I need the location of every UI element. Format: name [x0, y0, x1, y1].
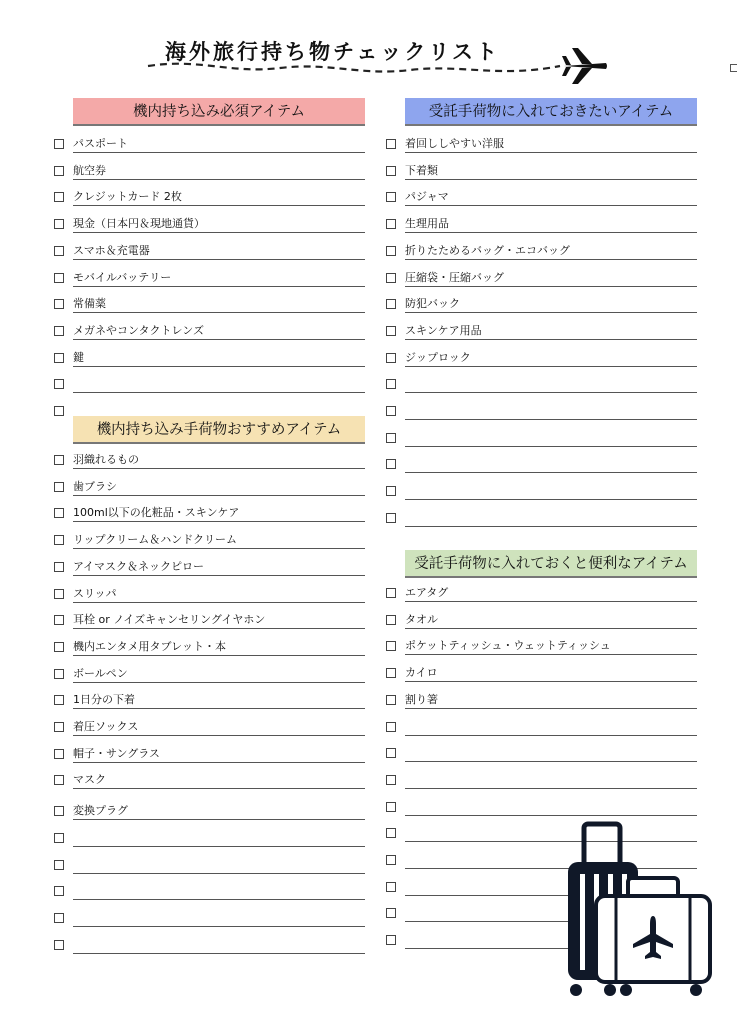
write-line	[73, 762, 365, 763]
checklist-row	[384, 480, 697, 507]
checkbox[interactable]	[54, 273, 64, 283]
checkbox[interactable]	[54, 562, 64, 572]
item-label: 帽子・サングラス	[73, 746, 160, 760]
checkbox[interactable]	[54, 669, 64, 679]
checkbox[interactable]	[54, 482, 64, 492]
checkbox[interactable]	[54, 886, 64, 896]
checkbox[interactable]	[54, 353, 64, 363]
write-line	[405, 312, 697, 313]
item-label: ポケットティッシュ・ウェットティッシュ	[405, 639, 611, 653]
write-line	[73, 602, 365, 603]
checklist-row	[384, 373, 697, 400]
write-line	[73, 392, 365, 393]
write-line	[73, 312, 365, 313]
checkbox[interactable]	[54, 326, 64, 336]
write-line	[73, 953, 365, 954]
item-label: 羽織れるもの	[73, 453, 139, 466]
checkbox[interactable]	[386, 668, 396, 678]
checklist-row	[384, 635, 697, 662]
checkbox[interactable]	[386, 459, 396, 469]
checkbox[interactable]	[386, 166, 396, 176]
item-label: 現金（日本円＆現地通貨）	[73, 217, 205, 231]
write-line	[73, 819, 365, 820]
write-line	[73, 259, 365, 260]
checkbox[interactable]	[54, 615, 64, 625]
checkbox[interactable]	[54, 695, 64, 705]
checklist-row	[52, 213, 365, 240]
checklist-row	[52, 240, 365, 267]
write-line	[73, 846, 365, 847]
write-line	[405, 419, 697, 420]
header-underline	[73, 442, 365, 444]
item-label: マスク	[73, 773, 106, 787]
item-label: ジップロック	[405, 350, 471, 364]
checkbox[interactable]	[386, 802, 396, 812]
write-line	[405, 446, 697, 447]
write-line	[405, 392, 697, 393]
write-line	[73, 575, 365, 576]
item-label: 歯ブラシ	[73, 479, 117, 493]
checklist-row	[384, 320, 697, 347]
item-label: カイロ	[405, 666, 438, 680]
write-line	[73, 708, 365, 709]
section-header-checked-baggage	[405, 98, 697, 126]
write-line	[405, 472, 697, 473]
write-line	[405, 286, 697, 287]
checklist-row	[52, 934, 365, 961]
write-line	[73, 548, 365, 549]
checkbox[interactable]	[54, 749, 64, 759]
item-label: メガネやコンタクトレンズ	[73, 323, 204, 337]
checkbox[interactable]	[54, 406, 64, 416]
write-line	[73, 286, 365, 287]
checklist-row	[384, 662, 697, 689]
write-line	[405, 601, 697, 602]
checklist-row	[384, 347, 697, 374]
checkbox[interactable]	[386, 615, 396, 625]
write-line	[73, 873, 365, 874]
item-label: 機内エンタメ用タブレット・本	[73, 639, 227, 653]
checklist-row	[52, 529, 365, 556]
item-label: スリッパ	[73, 586, 117, 600]
write-line	[73, 495, 365, 496]
checkbox[interactable]	[54, 642, 64, 652]
checklist-row	[52, 449, 365, 476]
checkbox[interactable]	[54, 455, 64, 465]
item-label: 耳栓 or ノイズキャンセリングイヤホン	[73, 613, 266, 627]
section-header-carry-on-essential	[73, 98, 365, 126]
item-label: 常備薬	[73, 297, 106, 311]
item-label: 着圧ソックス	[73, 720, 139, 733]
item-label: パジャマ	[405, 190, 449, 204]
checklist-row	[52, 293, 365, 320]
header-underline	[73, 124, 365, 126]
checklist-row	[52, 160, 365, 187]
checklist-row	[52, 556, 365, 583]
write-line	[405, 339, 697, 340]
item-label: 圧縮袋・圧縮バッグ	[405, 270, 504, 284]
checkbox[interactable]	[54, 139, 64, 149]
write-line	[405, 815, 697, 816]
write-line	[73, 735, 365, 736]
section-header-carry-on-recommended	[73, 416, 365, 444]
write-line	[73, 179, 365, 180]
checklist-row	[52, 663, 365, 690]
checkbox[interactable]	[54, 775, 64, 785]
section-header-checked-convenient	[405, 550, 697, 578]
write-line	[73, 682, 365, 683]
checklist-row	[52, 186, 365, 213]
checklist-row	[52, 133, 365, 160]
checkbox[interactable]	[386, 273, 396, 283]
checklist-row	[384, 453, 697, 480]
checklist-row	[52, 320, 365, 347]
checkbox[interactable]	[386, 299, 396, 309]
write-line	[73, 655, 365, 656]
write-line	[73, 521, 365, 522]
write-line	[73, 628, 365, 629]
write-line	[73, 788, 365, 789]
checklist-row	[52, 583, 365, 610]
item-label: タオル	[405, 612, 438, 626]
checklist-row	[52, 854, 365, 881]
section-header-text: 機内持ち込み必須アイテム	[133, 104, 305, 120]
checkbox[interactable]	[386, 246, 396, 256]
checklist-row	[384, 213, 697, 240]
checklist-row	[52, 827, 365, 854]
write-line	[405, 681, 697, 682]
checkbox[interactable]	[386, 935, 396, 945]
write-line	[73, 152, 365, 153]
checkbox[interactable]	[386, 695, 396, 705]
checkbox[interactable]	[386, 219, 396, 229]
checkbox[interactable]	[54, 940, 64, 950]
corner-checkbox	[730, 64, 737, 72]
item-label: 着回ししやすい洋服	[405, 137, 504, 150]
checkbox[interactable]	[386, 406, 396, 416]
checkbox[interactable]	[386, 486, 396, 496]
checklist-row	[384, 186, 697, 213]
item-label: 防犯バック	[405, 297, 460, 311]
checkbox[interactable]	[54, 722, 64, 732]
write-line	[405, 761, 697, 762]
item-label: 変換プラグ	[73, 804, 128, 818]
checklist-row	[384, 582, 697, 609]
checklist-row	[384, 427, 697, 454]
checkbox[interactable]	[386, 855, 396, 865]
checkbox[interactable]	[386, 513, 396, 523]
checkbox[interactable]	[54, 246, 64, 256]
item-label: スキンケア用品	[405, 323, 482, 337]
page-title: 海外旅行持ち物チェックリスト	[165, 40, 500, 64]
checkbox[interactable]	[386, 192, 396, 202]
write-line	[405, 628, 697, 629]
checklist-row	[384, 609, 697, 636]
checkbox[interactable]	[386, 379, 396, 389]
checkbox[interactable]	[386, 882, 396, 892]
write-line	[405, 526, 697, 527]
checkbox[interactable]	[54, 833, 64, 843]
checklist-row	[384, 716, 697, 743]
checkbox[interactable]	[386, 748, 396, 758]
checklist-row	[384, 240, 697, 267]
item-label: パスポート	[73, 137, 128, 150]
checkbox[interactable]	[386, 433, 396, 443]
write-line	[73, 205, 365, 206]
checkbox[interactable]	[54, 166, 64, 176]
checklist-row	[384, 689, 697, 716]
item-label: アイマスク＆ネックピロー	[73, 559, 205, 573]
write-line	[73, 232, 365, 233]
luggage-icon	[560, 820, 720, 1000]
write-line	[405, 179, 697, 180]
checklist-row	[52, 502, 365, 529]
item-label: 折りたためるバッグ・エコバッグ	[405, 243, 570, 257]
checkbox[interactable]	[386, 722, 396, 732]
write-line	[405, 708, 697, 709]
checkbox[interactable]	[54, 219, 64, 229]
checklist-row	[52, 476, 365, 503]
checklist-row	[384, 267, 697, 294]
write-line	[73, 926, 365, 927]
header-underline	[405, 576, 697, 578]
checkbox[interactable]	[54, 535, 64, 545]
checklist-row	[52, 800, 365, 827]
item-label: クレジットカード 2枚	[73, 190, 182, 204]
checklist-row	[52, 880, 365, 907]
checklist-row	[52, 743, 365, 770]
checklist-row	[384, 769, 697, 796]
checkbox[interactable]	[54, 379, 64, 389]
checklist-row	[52, 907, 365, 934]
checkbox[interactable]	[54, 913, 64, 923]
write-line	[405, 499, 697, 500]
write-line	[405, 259, 697, 260]
item-label: リップクリーム＆ハンドクリーム	[73, 533, 238, 547]
checklist-row	[384, 133, 697, 160]
checkbox[interactable]	[54, 860, 64, 870]
checkbox[interactable]	[54, 806, 64, 816]
write-line	[73, 468, 365, 469]
item-label: 航空券	[73, 163, 106, 177]
item-label: 割り箸	[405, 692, 438, 706]
checkbox[interactable]	[386, 641, 396, 651]
checkbox[interactable]	[386, 828, 396, 838]
item-label: 100ml以下の化粧品・スキンケア	[73, 506, 240, 520]
checkbox[interactable]	[386, 139, 396, 149]
write-line	[405, 735, 697, 736]
title-area	[140, 28, 620, 88]
checkbox[interactable]	[386, 353, 396, 363]
checkbox[interactable]	[386, 775, 396, 785]
write-line	[405, 152, 697, 153]
header-underline	[405, 124, 697, 126]
write-line	[405, 654, 697, 655]
checklist-row	[384, 742, 697, 769]
checklist-row	[384, 400, 697, 427]
section-header-text: 受託手荷物に入れておくと便利なアイテム	[414, 556, 688, 572]
write-line	[73, 899, 365, 900]
write-line	[405, 788, 697, 789]
item-label: 生理用品	[405, 217, 449, 231]
write-line	[73, 339, 365, 340]
airplane-icon	[562, 46, 608, 86]
checklist-row	[52, 716, 365, 743]
item-label: ボールペン	[73, 666, 128, 680]
checklist-row	[52, 636, 365, 663]
checklist-row	[384, 293, 697, 320]
write-line	[405, 366, 697, 367]
checkbox[interactable]	[386, 588, 396, 598]
checklist-row	[52, 609, 365, 636]
checklist-row	[52, 347, 365, 374]
checkbox[interactable]	[54, 192, 64, 202]
item-label: 1日分の下着	[73, 693, 135, 707]
item-label: 下着類	[405, 163, 438, 177]
section-header-text: 受託手荷物に入れておきたいアイテム	[428, 104, 674, 120]
item-label: スマホ＆充電器	[73, 243, 150, 257]
checkbox[interactable]	[386, 326, 396, 336]
write-line	[405, 232, 697, 233]
checklist-row	[384, 796, 697, 823]
checklist-row	[52, 769, 365, 796]
checkbox[interactable]	[54, 299, 64, 309]
section-header-text: 機内持ち込み手荷物おすすめアイテム	[96, 422, 342, 438]
checklist-row	[384, 507, 697, 534]
checkbox[interactable]	[386, 908, 396, 918]
write-line	[405, 205, 697, 206]
checklist-row	[52, 689, 365, 716]
checklist-row	[384, 160, 697, 187]
checklist-row	[52, 267, 365, 294]
item-label: 鍵	[73, 350, 84, 364]
write-line	[73, 366, 365, 367]
item-label: エアタグ	[405, 586, 449, 599]
checkbox[interactable]	[54, 589, 64, 599]
item-label: モバイルバッテリー	[73, 270, 172, 284]
checklist-row	[52, 373, 365, 400]
checkbox[interactable]	[54, 508, 64, 518]
